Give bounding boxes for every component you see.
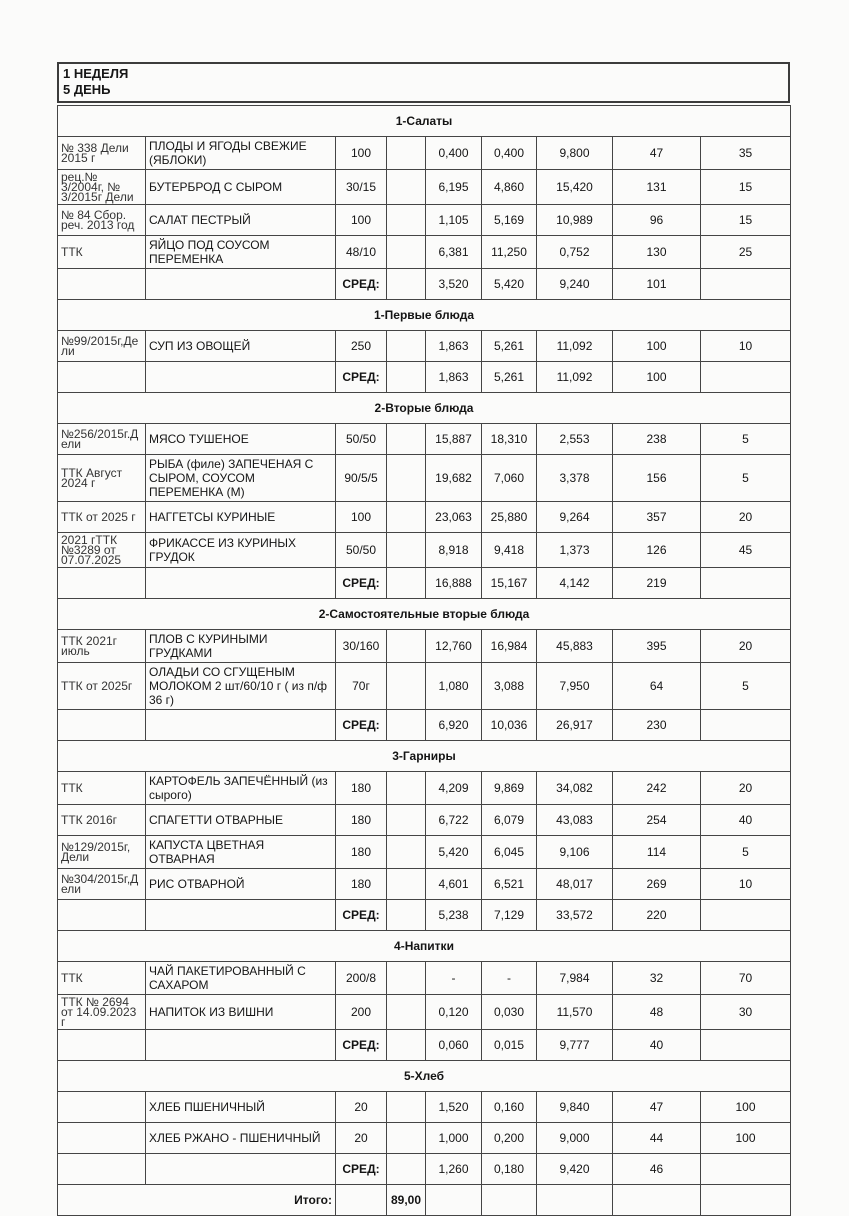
blank-cell [387, 170, 426, 205]
blank-cell [387, 533, 426, 568]
dish-name-cell: ХЛЕБ РЖАНО - ПШЕНИЧНЫЙ [146, 1123, 336, 1154]
value-cell: 30 [701, 995, 791, 1030]
blank-cell [387, 772, 426, 805]
section-title: 1-Салаты [58, 106, 791, 137]
average-value-cell: 3,520 [426, 269, 482, 300]
average-value-cell: 100 [613, 362, 701, 393]
recipe-ref-cell [58, 1154, 146, 1185]
value-cell: 4,860 [482, 170, 537, 205]
value-cell: 1,000 [426, 1123, 482, 1154]
section-header-row [58, 931, 791, 962]
value-cell: - [482, 962, 537, 995]
value-cell: 130 [613, 236, 701, 269]
average-value-cell: 15,167 [482, 568, 537, 599]
value-cell: 4,601 [426, 869, 482, 900]
value-cell: 3,378 [537, 455, 613, 502]
value-cell: 100 [701, 1123, 791, 1154]
total-row [58, 1185, 791, 1216]
value-cell: 5 [701, 424, 791, 455]
value-cell: 23,063 [426, 502, 482, 533]
value-cell: 8,918 [426, 533, 482, 568]
blank-cell [387, 869, 426, 900]
average-value-cell: 40 [613, 1030, 701, 1061]
dish-row [58, 170, 791, 205]
recipe-ref-cell: ТТК [58, 236, 146, 269]
dish-name-cell [146, 710, 336, 741]
value-cell: 357 [613, 502, 701, 533]
dish-row [58, 1123, 791, 1154]
value-cell: 0,400 [426, 137, 482, 170]
portion-cell: 250 [336, 331, 387, 362]
portion-cell: 100 [336, 502, 387, 533]
average-value-cell: 5,420 [482, 269, 537, 300]
value-cell: 9,106 [537, 836, 613, 869]
dish-name-cell: СУП ИЗ ОВОЩЕЙ [146, 331, 336, 362]
dish-row [58, 137, 791, 170]
average-value-cell: 1,260 [426, 1154, 482, 1185]
value-cell: 7,060 [482, 455, 537, 502]
blank-cell [387, 836, 426, 869]
dish-name-cell: ОЛАДЬИ СО СГУЩЕНЫМ МОЛОКОМ 2 шт/60/10 г ( из п/ф 36 г) [146, 663, 336, 710]
value-cell: 100 [613, 331, 701, 362]
recipe-ref-cell: ТТК 2016г [58, 805, 146, 836]
value-cell: 7,950 [537, 663, 613, 710]
blank-cell [387, 424, 426, 455]
recipe-ref-cell: ТТК Август 2024 г [58, 455, 146, 502]
value-cell: 48 [613, 995, 701, 1030]
value-cell: 9,264 [537, 502, 613, 533]
blank-cell [387, 455, 426, 502]
value-cell: 9,418 [482, 533, 537, 568]
dish-row [58, 772, 791, 805]
blank-cell [387, 900, 426, 931]
recipe-ref-cell: ТТК № 2694 от 14.09.2023 г [58, 995, 146, 1030]
value-cell: 1,520 [426, 1092, 482, 1123]
value-cell: 0,030 [482, 995, 537, 1030]
value-cell: 15,420 [537, 170, 613, 205]
average-label: СРЕД: [336, 1154, 387, 1185]
value-cell: 3,088 [482, 663, 537, 710]
value-cell: 34,082 [537, 772, 613, 805]
value-cell: 20 [701, 630, 791, 663]
value-cell: 6,079 [482, 805, 537, 836]
dish-row [58, 205, 791, 236]
dish-row [58, 424, 791, 455]
blank-cell [426, 1185, 482, 1216]
average-value-cell: 9,777 [537, 1030, 613, 1061]
section-title: 3-Гарниры [58, 741, 791, 772]
value-cell: 47 [613, 1092, 701, 1123]
value-cell: 4,209 [426, 772, 482, 805]
blank-cell [387, 568, 426, 599]
value-cell: 0,120 [426, 995, 482, 1030]
menu-table [57, 105, 791, 1216]
value-cell: 25,880 [482, 502, 537, 533]
average-row [58, 710, 791, 741]
recipe-ref-cell: ТТК 2021г июль [58, 630, 146, 663]
portion-cell: 180 [336, 805, 387, 836]
dish-name-cell [146, 568, 336, 599]
portion-cell: 30/160 [336, 630, 387, 663]
average-value-cell: 46 [613, 1154, 701, 1185]
blank-cell [387, 137, 426, 170]
value-cell: - [426, 962, 482, 995]
blank-cell [387, 995, 426, 1030]
average-value-cell: 16,888 [426, 568, 482, 599]
recipe-ref-cell: № 338 Дели 2015 г [58, 137, 146, 170]
dish-row [58, 995, 791, 1030]
dish-name-cell [146, 1030, 336, 1061]
value-cell: 0,160 [482, 1092, 537, 1123]
value-cell: 40 [701, 805, 791, 836]
value-cell: 114 [613, 836, 701, 869]
dish-row [58, 805, 791, 836]
dish-row [58, 663, 791, 710]
dish-row [58, 455, 791, 502]
dish-name-cell: РЫБА (филе) ЗАПЕЧЕНАЯ С СЫРОМ, СОУСОМ ПЕРЕМЕНКА (М) [146, 455, 336, 502]
blank-cell [336, 1185, 387, 1216]
section-title: 5-Хлеб [58, 1061, 791, 1092]
value-cell: 126 [613, 533, 701, 568]
recipe-ref-cell [58, 362, 146, 393]
value-cell: 0,400 [482, 137, 537, 170]
portion-cell: 50/50 [336, 533, 387, 568]
section-header-row [58, 106, 791, 137]
dish-name-cell [146, 269, 336, 300]
recipe-ref-cell: рец.№ 3/2004г, № 3/2015г Дели [58, 170, 146, 205]
average-value-cell: 4,142 [537, 568, 613, 599]
value-cell: 19,682 [426, 455, 482, 502]
value-cell: 70 [701, 962, 791, 995]
dish-name-cell: КАПУСТА ЦВЕТНАЯ ОТВАРНАЯ [146, 836, 336, 869]
value-cell: 15 [701, 170, 791, 205]
average-row [58, 568, 791, 599]
dish-row [58, 962, 791, 995]
dish-name-cell: ФРИКАССЕ ИЗ КУРИНЫХ ГРУДОК [146, 533, 336, 568]
blank-cell [387, 962, 426, 995]
average-value-cell: 11,092 [537, 362, 613, 393]
dish-row [58, 630, 791, 663]
portion-cell: 180 [336, 772, 387, 805]
value-cell: 6,195 [426, 170, 482, 205]
average-value-cell [701, 710, 791, 741]
blank-cell [387, 331, 426, 362]
dish-name-cell: КАРТОФЕЛЬ ЗАПЕЧЁННЫЙ (из сырого) [146, 772, 336, 805]
recipe-ref-cell: ТТК [58, 962, 146, 995]
section-title: 4-Напитки [58, 931, 791, 962]
value-cell: 10 [701, 869, 791, 900]
portion-cell: 200/8 [336, 962, 387, 995]
value-cell: 0,200 [482, 1123, 537, 1154]
value-cell: 9,000 [537, 1123, 613, 1154]
week-day-header [57, 62, 790, 103]
average-value-cell: 26,917 [537, 710, 613, 741]
portion-cell: 70г [336, 663, 387, 710]
average-row [58, 900, 791, 931]
value-cell: 2,553 [537, 424, 613, 455]
blank-cell [387, 362, 426, 393]
dish-name-cell: ЯЙЦО ПОД СОУСОМ ПЕРЕМЕНКА [146, 236, 336, 269]
recipe-ref-cell: 2021 гТТК №3289 от 07.07.2025 [58, 533, 146, 568]
average-value-cell: 220 [613, 900, 701, 931]
value-cell: 12,760 [426, 630, 482, 663]
blank-cell [387, 710, 426, 741]
average-value-cell [701, 900, 791, 931]
dish-row [58, 1092, 791, 1123]
portion-cell: 90/5/5 [336, 455, 387, 502]
dish-row [58, 836, 791, 869]
value-cell: 1,105 [426, 205, 482, 236]
value-cell: 254 [613, 805, 701, 836]
blank-cell [387, 269, 426, 300]
blank-cell [482, 1185, 537, 1216]
dish-name-cell: БУТЕРБРОД С СЫРОМ [146, 170, 336, 205]
average-value-cell: 219 [613, 568, 701, 599]
ghost-cell [701, 1185, 791, 1216]
total-value: 89,00 [387, 1185, 426, 1216]
value-cell: 44 [613, 1123, 701, 1154]
section-title: 1-Первые блюда [58, 300, 791, 331]
average-value-cell [701, 568, 791, 599]
value-cell: 25 [701, 236, 791, 269]
recipe-ref-cell: №304/2015г,Дели [58, 869, 146, 900]
value-cell: 15,887 [426, 424, 482, 455]
value-cell: 45 [701, 533, 791, 568]
blank-cell [613, 1185, 701, 1216]
dish-name-cell: ЧАЙ ПАКЕТИРОВАННЫЙ С САХАРОМ [146, 962, 336, 995]
average-label: СРЕД: [336, 1030, 387, 1061]
value-cell: 5,169 [482, 205, 537, 236]
average-value-cell: 1,863 [426, 362, 482, 393]
portion-cell: 48/10 [336, 236, 387, 269]
value-cell: 16,984 [482, 630, 537, 663]
recipe-ref-cell: ТТК от 2025г [58, 663, 146, 710]
portion-cell: 100 [336, 137, 387, 170]
value-cell: 47 [613, 137, 701, 170]
value-cell: 35 [701, 137, 791, 170]
section-header-row [58, 599, 791, 630]
dish-name-cell: ХЛЕБ ПШЕНИЧНЫЙ [146, 1092, 336, 1123]
portion-cell: 180 [336, 836, 387, 869]
dish-name-cell: САЛАТ ПЕСТРЫЙ [146, 205, 336, 236]
recipe-ref-cell: № 84 Сбор. реч. 2013 год [58, 205, 146, 236]
average-value-cell: 101 [613, 269, 701, 300]
recipe-ref-cell: ТТК [58, 772, 146, 805]
average-value-cell: 9,420 [537, 1154, 613, 1185]
value-cell: 18,310 [482, 424, 537, 455]
value-cell: 5,420 [426, 836, 482, 869]
average-value-cell: 0,180 [482, 1154, 537, 1185]
value-cell: 1,080 [426, 663, 482, 710]
value-cell: 395 [613, 630, 701, 663]
average-row [58, 1030, 791, 1061]
recipe-ref-cell [58, 1123, 146, 1154]
recipe-ref-cell [58, 1092, 146, 1123]
value-cell: 96 [613, 205, 701, 236]
value-cell: 5 [701, 836, 791, 869]
average-value-cell: 0,015 [482, 1030, 537, 1061]
value-cell: 0,752 [537, 236, 613, 269]
dish-row [58, 331, 791, 362]
value-cell: 7,984 [537, 962, 613, 995]
average-value-cell: 7,129 [482, 900, 537, 931]
blank-cell [387, 1154, 426, 1185]
average-value-cell: 0,060 [426, 1030, 482, 1061]
average-row [58, 269, 791, 300]
portion-cell: 50/50 [336, 424, 387, 455]
section-header-row [58, 393, 791, 424]
value-cell: 6,045 [482, 836, 537, 869]
recipe-ref-cell [58, 900, 146, 931]
portion-cell: 20 [336, 1123, 387, 1154]
recipe-ref-cell [58, 1030, 146, 1061]
average-value-cell: 33,572 [537, 900, 613, 931]
dish-row [58, 236, 791, 269]
average-value-cell: 5,238 [426, 900, 482, 931]
portion-cell: 20 [336, 1092, 387, 1123]
recipe-ref-cell [58, 269, 146, 300]
value-cell: 6,381 [426, 236, 482, 269]
blank-cell [387, 663, 426, 710]
menu-table-body [58, 106, 791, 1216]
day-label: 5 ДЕНЬ [63, 82, 111, 97]
blank-cell [387, 502, 426, 533]
dish-name-cell: СПАГЕТТИ ОТВАРНЫЕ [146, 805, 336, 836]
average-label: СРЕД: [336, 900, 387, 931]
average-value-cell: 9,240 [537, 269, 613, 300]
recipe-ref-cell: №256/2015г.Дели [58, 424, 146, 455]
average-value-cell [701, 362, 791, 393]
dish-name-cell [146, 362, 336, 393]
blank-cell [387, 236, 426, 269]
week-label: 1 НЕДЕЛЯ [63, 66, 129, 81]
value-cell: 43,083 [537, 805, 613, 836]
value-cell: 1,863 [426, 331, 482, 362]
value-cell: 64 [613, 663, 701, 710]
value-cell: 45,883 [537, 630, 613, 663]
dish-name-cell: НАПИТОК ИЗ ВИШНИ [146, 995, 336, 1030]
value-cell: 11,250 [482, 236, 537, 269]
blank-cell [387, 205, 426, 236]
portion-cell: 30/15 [336, 170, 387, 205]
value-cell: 156 [613, 455, 701, 502]
dish-name-cell [146, 1154, 336, 1185]
recipe-ref-cell [58, 568, 146, 599]
section-header-row [58, 1061, 791, 1092]
dish-name-cell: РИС ОТВАРНОЙ [146, 869, 336, 900]
dish-row [58, 533, 791, 568]
recipe-ref-cell: №99/2015г,Дели [58, 331, 146, 362]
average-value-cell: 230 [613, 710, 701, 741]
section-title: 2-Вторые блюда [58, 393, 791, 424]
blank-cell [387, 630, 426, 663]
value-cell: 238 [613, 424, 701, 455]
recipe-ref-cell: ТТК от 2025 г [58, 502, 146, 533]
value-cell: 131 [613, 170, 701, 205]
value-cell: 100 [701, 1092, 791, 1123]
dish-name-cell: ПЛОВ С КУРИНЫМИ ГРУДКАМИ [146, 630, 336, 663]
value-cell: 15 [701, 205, 791, 236]
value-cell: 9,840 [537, 1092, 613, 1123]
average-row [58, 1154, 791, 1185]
blank-cell [387, 1030, 426, 1061]
value-cell: 5 [701, 663, 791, 710]
value-cell: 5 [701, 455, 791, 502]
dish-name-cell: МЯСО ТУШЕНОЕ [146, 424, 336, 455]
average-value-cell [701, 1030, 791, 1061]
value-cell: 6,521 [482, 869, 537, 900]
value-cell: 20 [701, 502, 791, 533]
value-cell: 10,989 [537, 205, 613, 236]
average-value-cell: 5,261 [482, 362, 537, 393]
blank-cell [537, 1185, 613, 1216]
value-cell: 5,261 [482, 331, 537, 362]
value-cell: 9,800 [537, 137, 613, 170]
dish-row [58, 869, 791, 900]
value-cell: 6,722 [426, 805, 482, 836]
value-cell: 11,092 [537, 331, 613, 362]
portion-cell: 200 [336, 995, 387, 1030]
average-label: СРЕД: [336, 710, 387, 741]
average-label: СРЕД: [336, 362, 387, 393]
dish-name-cell [146, 900, 336, 931]
average-row [58, 362, 791, 393]
section-header-row [58, 741, 791, 772]
total-label: Итого: [58, 1185, 336, 1216]
value-cell: 20 [701, 772, 791, 805]
average-value-cell [701, 269, 791, 300]
value-cell: 242 [613, 772, 701, 805]
average-value-cell: 10,036 [482, 710, 537, 741]
value-cell: 11,570 [537, 995, 613, 1030]
average-label: СРЕД: [336, 269, 387, 300]
section-title: 2-Самостоятельные вторые блюда [58, 599, 791, 630]
value-cell: 10 [701, 331, 791, 362]
portion-cell: 100 [336, 205, 387, 236]
value-cell: 48,017 [537, 869, 613, 900]
recipe-ref-cell: №129/2015г, Дели [58, 836, 146, 869]
menu-document [57, 62, 790, 1216]
average-value-cell [701, 1154, 791, 1185]
value-cell: 269 [613, 869, 701, 900]
average-value-cell: 6,920 [426, 710, 482, 741]
portion-cell: 180 [336, 869, 387, 900]
section-header-row [58, 300, 791, 331]
blank-cell [387, 1092, 426, 1123]
blank-cell [387, 1123, 426, 1154]
value-cell: 9,869 [482, 772, 537, 805]
value-cell: 1,373 [537, 533, 613, 568]
dish-row [58, 502, 791, 533]
dish-name-cell: НАГГЕТСЫ КУРИНЫЕ [146, 502, 336, 533]
dish-name-cell: ПЛОДЫ И ЯГОДЫ СВЕЖИЕ (ЯБЛОКИ) [146, 137, 336, 170]
recipe-ref-cell [58, 710, 146, 741]
average-label: СРЕД: [336, 568, 387, 599]
value-cell: 32 [613, 962, 701, 995]
blank-cell [387, 805, 426, 836]
